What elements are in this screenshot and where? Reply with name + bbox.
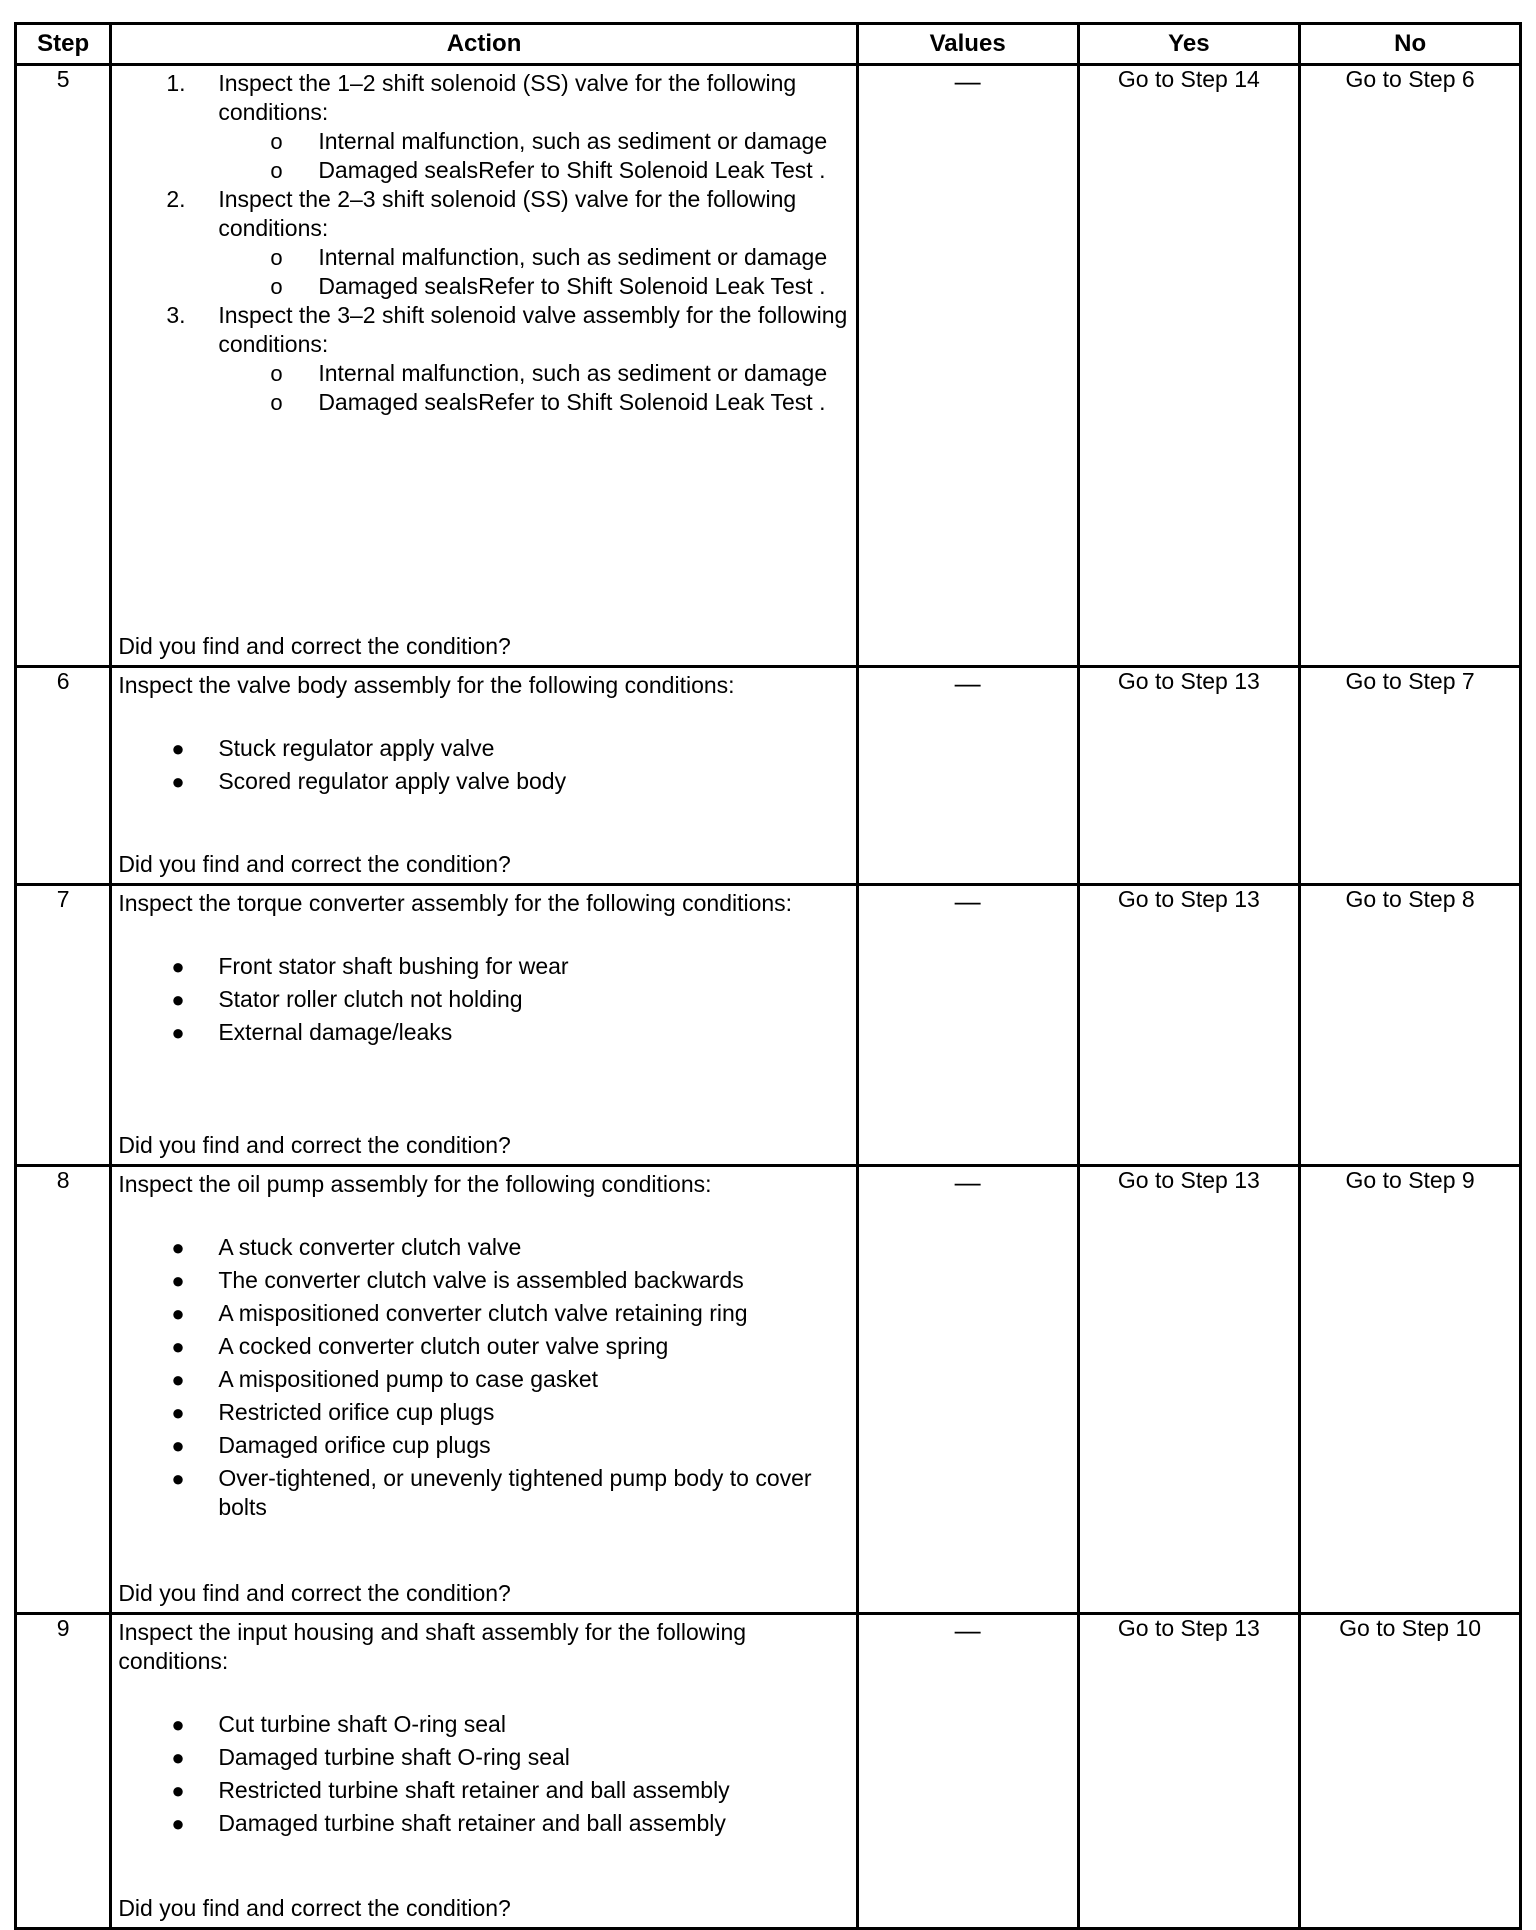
action-cell [111, 667, 857, 885]
item-text: Inspect the 1–2 shift solenoid (SS) valve for the following conditions: [218, 70, 797, 125]
sub-list [218, 243, 849, 301]
action-intro: Inspect the oil pump assembly for the following conditions: [118, 1171, 712, 1197]
item-text: Inspect the 3–2 shift solenoid valve assembly for the following conditions: [218, 302, 848, 357]
list-item [118, 185, 849, 301]
list-item-text: The converter clutch valve is assembled backwards [218, 1267, 744, 1293]
action-cell [111, 885, 857, 1166]
sub-list [218, 127, 849, 185]
action-cell [111, 65, 857, 667]
bullet-list [118, 952, 849, 1051]
no-goto-link[interactable]: Go to Step 6 [1300, 65, 1521, 667]
header-row [16, 24, 1521, 65]
no-goto-link[interactable]: Go to Step 10 [1300, 1614, 1521, 1929]
list-item-text: External damage/leaks [218, 1019, 453, 1045]
header-values: Values [857, 24, 1078, 65]
sub-item [218, 127, 849, 156]
no-goto-link[interactable]: Go to Step 8 [1300, 885, 1521, 1166]
list-item [118, 1299, 849, 1328]
list-item [118, 1398, 849, 1427]
list-item [118, 1464, 849, 1522]
sub-list [218, 359, 849, 417]
item-number: 2. [166, 186, 186, 212]
sub-item-text: Damaged sealsRefer to Shift Solenoid Leak Test . [318, 273, 826, 299]
list-item-text: Damaged turbine shaft retainer and ball assembly [218, 1810, 726, 1836]
list-item-text: Stator roller clutch not holding [218, 986, 523, 1012]
action-intro: Inspect the input housing and shaft assembly for the following conditions: [118, 1619, 747, 1674]
values-cell: — [857, 1614, 1078, 1929]
bullet-icon: ● [171, 1745, 185, 1770]
list-item [118, 1431, 849, 1460]
values-cell: — [857, 667, 1078, 885]
bullet-icon: ● [171, 1268, 185, 1293]
list-item-text: Over-tightened, or unevenly tightened pump body to cover bolts [218, 1465, 812, 1520]
list-item [118, 1266, 849, 1295]
circle-bullet-icon: o [270, 158, 283, 183]
bullet-icon: ● [171, 1235, 185, 1260]
bullet-icon: ● [171, 1301, 185, 1326]
sub-item-text: Internal malfunction, such as sediment or damage [318, 360, 828, 386]
list-item-text: Damaged turbine shaft O-ring seal [218, 1744, 570, 1770]
bullet-icon: ● [171, 1433, 185, 1458]
circle-bullet-icon: o [270, 390, 283, 415]
list-item-text: Restricted turbine shaft retainer and ball assembly [218, 1777, 730, 1803]
list-item-text: A mispositioned converter clutch valve retaining ring [218, 1300, 748, 1326]
list-item [118, 1365, 849, 1394]
sub-item [218, 272, 849, 301]
step-number: 9 [16, 1614, 111, 1929]
step-number: 8 [16, 1166, 111, 1614]
item-number: 1. [166, 70, 186, 96]
list-item [118, 1233, 849, 1262]
no-goto-link[interactable]: Go to Step 7 [1300, 667, 1521, 885]
list-item-text: A cocked converter clutch outer valve spring [218, 1333, 669, 1359]
list-item [118, 767, 849, 796]
yes-goto-link[interactable]: Go to Step 13 [1078, 1166, 1300, 1614]
list-item-text: Stuck regulator apply valve [218, 735, 495, 761]
diagnostic-table [14, 22, 1522, 1930]
list-item-text: Restricted orifice cup plugs [218, 1399, 495, 1425]
circle-bullet-icon: o [270, 274, 283, 299]
sub-item-text: Internal malfunction, such as sediment or damage [318, 244, 828, 270]
list-item [118, 952, 849, 981]
list-item [118, 1743, 849, 1772]
list-item-text: Front stator shaft bushing for wear [218, 953, 569, 979]
list-item [118, 69, 849, 185]
table-row [16, 667, 1521, 885]
sub-item [218, 243, 849, 272]
bullet-icon: ● [171, 1466, 185, 1491]
circle-bullet-icon: o [270, 129, 283, 154]
values-cell: — [857, 1166, 1078, 1614]
list-item-text: Damaged orifice cup plugs [218, 1432, 491, 1458]
list-item [118, 1710, 849, 1739]
condition-question: Did you find and correct the condition? [118, 1132, 511, 1158]
action-intro: Inspect the valve body assembly for the following conditions: [118, 672, 735, 698]
sub-item-text: Damaged sealsRefer to Shift Solenoid Leak Test . [318, 389, 826, 415]
yes-goto-link[interactable]: Go to Step 13 [1078, 667, 1300, 885]
condition-question: Did you find and correct the condition? [118, 1895, 511, 1921]
no-goto-link[interactable]: Go to Step 9 [1300, 1166, 1521, 1614]
action-cell [111, 1166, 857, 1614]
bullet-icon: ● [171, 1712, 185, 1737]
bullet-list [118, 1710, 849, 1842]
condition-question: Did you find and correct the condition? [118, 851, 511, 877]
sub-item [218, 359, 849, 388]
sub-item-text: Damaged sealsRefer to Shift Solenoid Leak Test . [318, 157, 826, 183]
bullet-icon: ● [171, 1400, 185, 1425]
header-yes: Yes [1078, 24, 1300, 65]
step-number: 5 [16, 65, 111, 667]
bullet-list [118, 734, 849, 800]
table-row [16, 885, 1521, 1166]
step-number: 7 [16, 885, 111, 1166]
yes-goto-link[interactable]: Go to Step 13 [1078, 885, 1300, 1166]
header-no: No [1300, 24, 1521, 65]
list-item [118, 1332, 849, 1361]
list-item-text: A mispositioned pump to case gasket [218, 1366, 599, 1392]
header-action: Action [111, 24, 857, 65]
condition-question: Did you find and correct the condition? [118, 633, 511, 659]
bullet-icon: ● [171, 1334, 185, 1359]
header-step: Step [16, 24, 111, 65]
bullet-icon: ● [171, 1811, 185, 1836]
list-item [118, 301, 849, 417]
bullet-icon: ● [171, 987, 185, 1012]
numbered-list [118, 69, 849, 417]
list-item [118, 1018, 849, 1047]
list-item [118, 985, 849, 1014]
sub-item-text: Internal malfunction, such as sediment or damage [318, 128, 828, 154]
bullet-icon: ● [171, 1020, 185, 1045]
table-row [16, 1614, 1521, 1929]
list-item-text: A stuck converter clutch valve [218, 1234, 522, 1260]
condition-question: Did you find and correct the condition? [118, 1580, 511, 1606]
table-row [16, 1166, 1521, 1614]
values-cell: — [857, 65, 1078, 667]
list-item [118, 1776, 849, 1805]
yes-goto-link[interactable]: Go to Step 13 [1078, 1614, 1300, 1929]
action-intro: Inspect the torque converter assembly for the following conditions: [118, 890, 793, 916]
list-item-text: Cut turbine shaft O-ring seal [218, 1711, 506, 1737]
circle-bullet-icon: o [270, 361, 283, 386]
bullet-list [118, 1233, 849, 1526]
circle-bullet-icon: o [270, 245, 283, 270]
bullet-icon: ● [171, 1367, 185, 1392]
list-item-text: Scored regulator apply valve body [218, 768, 567, 794]
step-number: 6 [16, 667, 111, 885]
bullet-icon: ● [171, 954, 185, 979]
yes-goto-link[interactable]: Go to Step 14 [1078, 65, 1300, 667]
sub-item [218, 156, 849, 185]
list-item [118, 1809, 849, 1838]
list-item [118, 734, 849, 763]
action-cell [111, 1614, 857, 1929]
table-row [16, 65, 1521, 667]
values-cell: — [857, 885, 1078, 1166]
bullet-icon: ● [171, 736, 185, 761]
sub-item [218, 388, 849, 417]
item-number: 3. [166, 302, 186, 328]
item-text: Inspect the 2–3 shift solenoid (SS) valve for the following conditions: [218, 186, 797, 241]
bullet-icon: ● [171, 1778, 185, 1803]
bullet-icon: ● [171, 769, 185, 794]
